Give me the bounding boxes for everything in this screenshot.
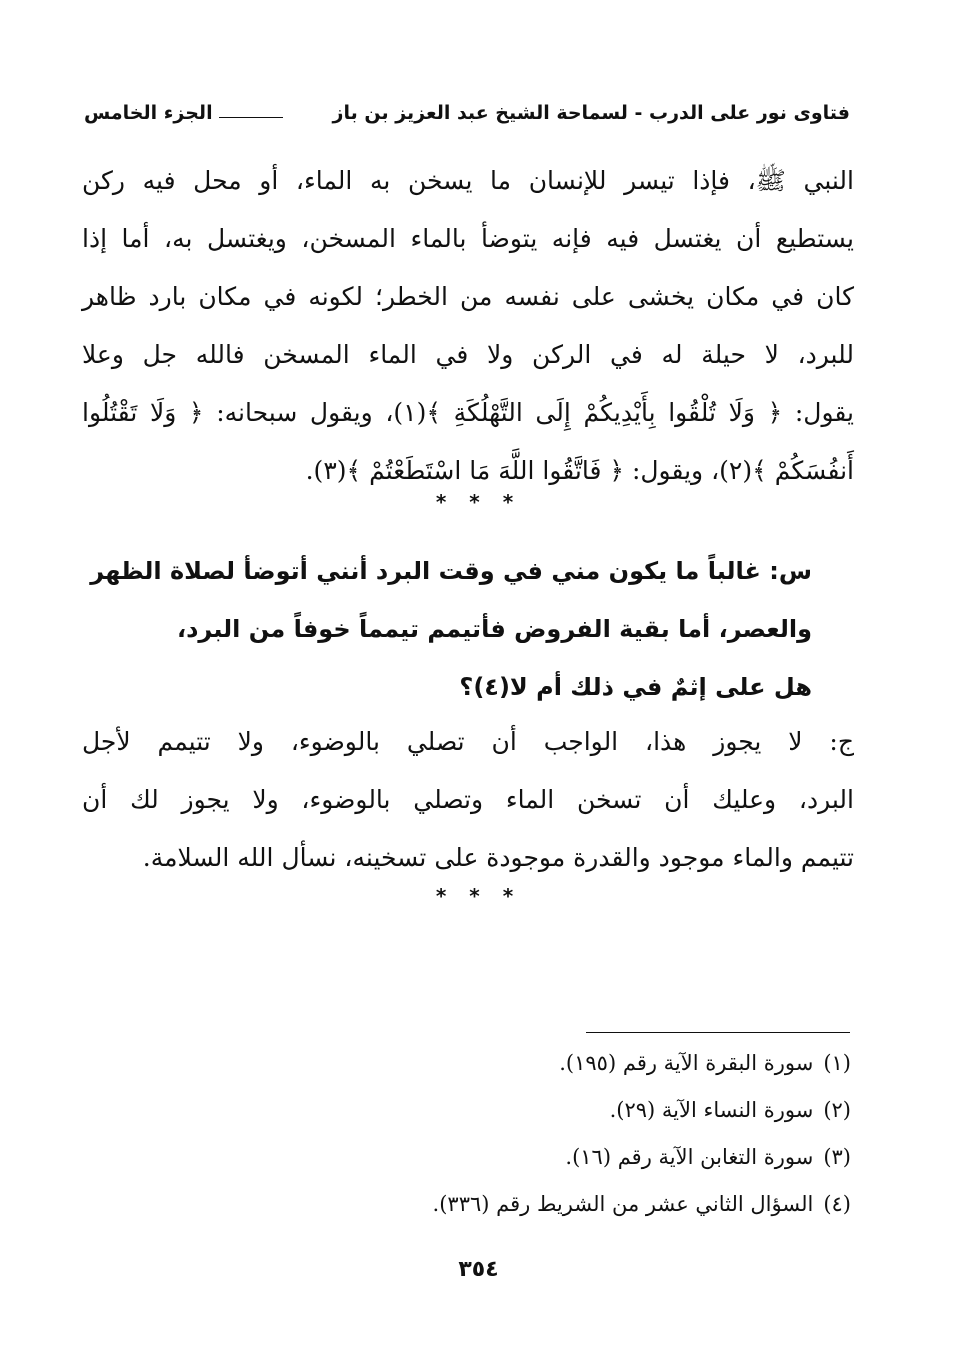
question-line: والعصر، أما بقية الفروض فأتيمم تيمماً خوفاً من البرد،: [177, 615, 812, 643]
footnote-number: (٢): [823, 1098, 851, 1122]
answer-line: ج: لا يجوز هذا، الواجب أن تصلي بالوضوء، ولا تتيمم لأجل: [82, 727, 854, 756]
answer-line: تتيمم والماء موجود والقدرة موجودة على تسخينه، نسأل الله السلامة.: [142, 843, 854, 872]
question-paragraph: [90, 542, 812, 716]
running-header: [84, 96, 850, 130]
text-line: كان في مكان يخشى على نفسه من الخطر؛ لكونه في مكان بارد ظاهر: [82, 282, 854, 311]
footnote-item: [433, 1040, 851, 1087]
header-rule: [219, 117, 283, 118]
text-line: النبي ﷺ، فإذا تيسر للإنسان ما يسخن به الماء، أو محل فيه ركن: [82, 166, 854, 195]
footnote-item: [433, 1087, 851, 1134]
footnote-item: [433, 1181, 851, 1228]
footnote-text: سورة التغابن الآية رقم (١٦).: [565, 1145, 814, 1169]
header-volume-group: [84, 102, 289, 124]
page-number: ٣٥٤: [458, 1257, 499, 1282]
header-volume: الجزء الخامس: [84, 102, 213, 124]
text-line: يستطيع أن يغتسل فيه فإنه يتوضأ بالماء المسخن، ويغتسل به، أما إذا: [82, 224, 854, 253]
text-line: أَنفُسَكُمْ ﴾(٢)، ويقول: ﴿ فَاتَّقُوا اللَّهَ مَا اسْتَطَعْتُمْ ﴾(٣).: [305, 456, 854, 485]
footnote-text: سورة البقرة الآية رقم (١٩٥).: [559, 1051, 814, 1075]
footnote-number: (٣): [823, 1145, 851, 1169]
footnote-divider: [586, 1032, 850, 1033]
section-separator: * * *: [435, 884, 522, 908]
header-book-title: فتاوى نور على الدرب - لسماحة الشيخ عبد العزيز بن باز: [332, 102, 850, 124]
question-line: س: غالباً ما يكون مني في وقت البرد أنني أتوضأ لصلاة الظهر: [90, 557, 812, 585]
text-line: للبرد، لا حيلة له في الركن ولا في الماء المسخن فالله جل وعلا: [82, 340, 854, 369]
footnote-text: السؤال الثاني عشر من الشريط رقم (٣٣٦).: [432, 1192, 814, 1216]
answer-line: البرد، وعليك أن تسخن الماء وتصلي بالوضوء، ولا يجوز لك أن: [82, 785, 854, 814]
footnote-item: [433, 1134, 851, 1181]
text-line: يقول: ﴿ وَلَا تُلْقُوا بِأَيْدِيكُمْ إِلَى التَّهْلُكَةِ ﴾(١)، ويقول سبحانه: ﴿ وَلَا تَقْتُلُوا: [82, 398, 854, 427]
answer-paragraph: [82, 713, 854, 887]
question-line: هل على إثمٌ في ذلك أم لا(٤)؟: [459, 673, 812, 701]
footnote-number: (١): [823, 1051, 851, 1075]
answer-continued-paragraph: [82, 152, 854, 500]
footnote-number: (٤): [823, 1192, 851, 1216]
footnotes: [433, 1040, 851, 1228]
footnote-text: سورة النساء الآية (٢٩).: [609, 1098, 814, 1122]
section-separator: * * *: [435, 490, 522, 514]
